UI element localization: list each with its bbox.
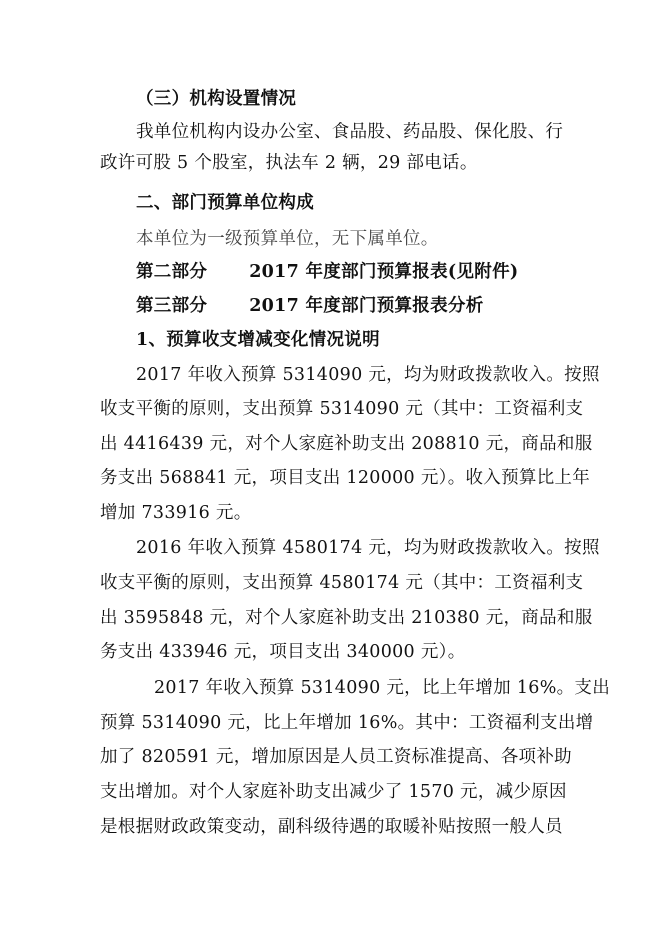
paragraph-line: 出 4416439 元，对个人家庭补助支出 208810 元，商品和服 (100, 434, 593, 454)
paragraph-line: 出 3595848 元，对个人家庭补助支出 210380 元，商品和服 (100, 608, 593, 628)
subsection-heading: 1、预算收支增减变化情况说明 (136, 330, 380, 350)
paragraph-line: 务支出 568841 元，项目支出 120000 元）。收入预算比上年 (100, 468, 591, 488)
section-heading-jigou: （三）机构设置情况 (136, 89, 297, 109)
paragraph-line: 加了 820591 元，增加原因是人员工资标准提高、各项补助 (100, 747, 572, 767)
paragraph-line: 政许可股 5 个股室，执法车 2 辆，29 部电话。 (100, 153, 478, 173)
part-label: 第二部分 (136, 262, 208, 282)
paragraph-line: 支出增加。对个人家庭补助支出减少了 1570 元，减少原因 (100, 782, 567, 802)
paragraph-line: 我单位机构内设办公室、食品股、药品股、保化股、行 (136, 122, 564, 142)
paragraph-line: 务支出 433946 元，项目支出 340000 元）。 (100, 642, 466, 662)
paragraph-line: 2017 年收入预算 5314090 元，均为财政拨款收入。按照 (136, 365, 600, 385)
paragraph-line: 2017 年收入预算 5314090 元，比上年增加 16%。支出 (154, 678, 611, 698)
paragraph-line: 收支平衡的原则，支出预算 5314090 元（其中：工资福利支 (100, 399, 584, 419)
paragraph-line: 本单位为一级预算单位，无下属单位。 (136, 229, 439, 249)
part-title: 2017 年度部门预算报表分析 (249, 296, 484, 316)
paragraph-line: 2016 年收入预算 4580174 元，均为财政拨款收入。按照 (136, 538, 600, 558)
paragraph-line: 增加 733916 元。 (100, 503, 252, 523)
part-label: 第三部分 (136, 296, 208, 316)
part-heading-3 (136, 294, 484, 318)
part-title: 2017 年度部门预算报表(见附件) (249, 262, 519, 282)
paragraph-line: 收支平衡的原则，支出预算 4580174 元（其中：工资福利支 (100, 573, 584, 593)
paragraph-line: 预算 5314090 元，比上年增加 16%。其中：工资福利支出增 (100, 713, 594, 733)
paragraph-line: 是根据财政政策变动，副科级待遇的取暖补贴按照一般人员 (100, 817, 563, 837)
section-heading-goucheng: 二、部门预算单位构成 (136, 193, 314, 213)
part-heading-2 (136, 260, 518, 284)
